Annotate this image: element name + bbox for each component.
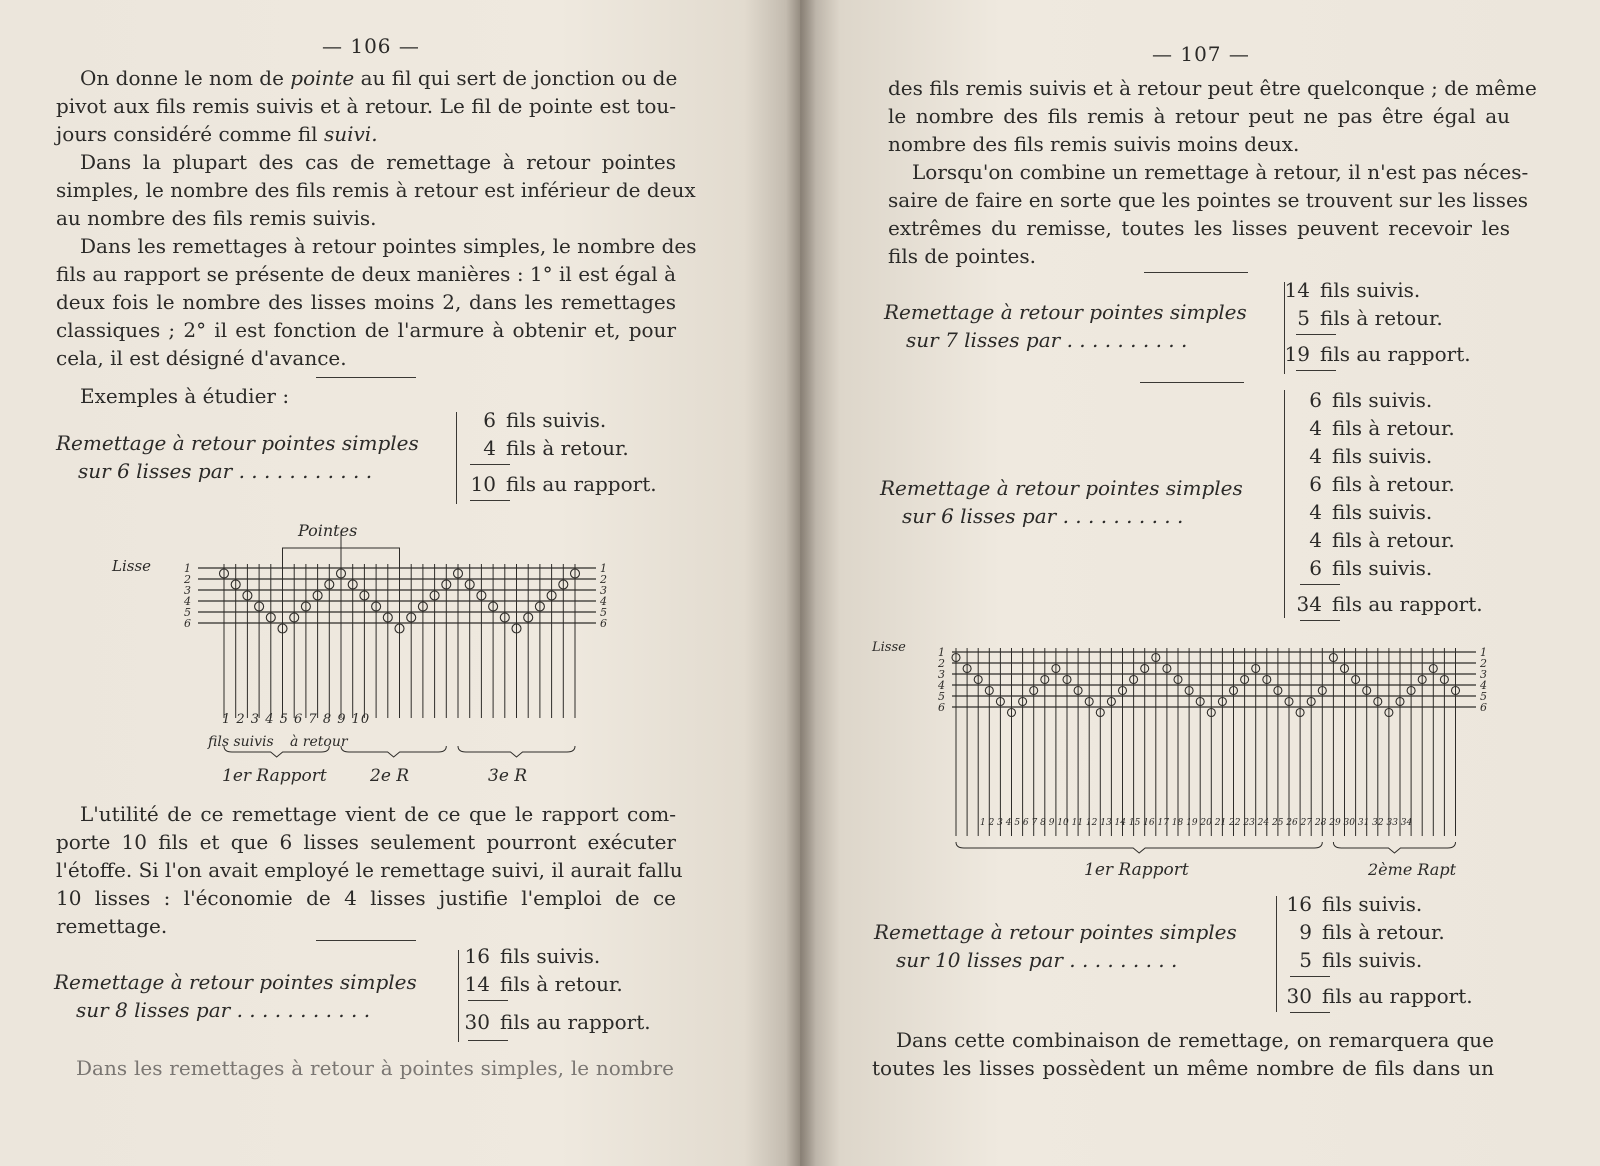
remettage-diagram-6-lisses — [96, 518, 636, 790]
example-row: 14 fils suivis. — [1284, 278, 1421, 302]
sum-rule-under — [1296, 370, 1336, 371]
heddle-number-left: 2 — [938, 657, 945, 670]
page-number: — 107 — — [1152, 42, 1250, 66]
heddle-number-left: 1 — [938, 646, 945, 659]
rapport-brace — [956, 842, 1322, 853]
thread-numbers: 1 2 3 4 5 6 7 8 9 10 11 12 13 14 15 16 17 18 19 20 21 22 23 24 25 26 27 28 29 30 31 32 33 34 — [980, 818, 1413, 828]
example-row: 6 fils suivis. — [1309, 388, 1433, 412]
section-divider — [316, 940, 416, 941]
example-row: 16 fils suivis. — [464, 944, 601, 968]
example-row: 5 fils à retour. — [1297, 306, 1443, 330]
heddle-number-left: 1 — [184, 562, 191, 575]
example-label: Remettage à retour pointes simples — [884, 300, 1247, 324]
heddle-number-right: 1 — [600, 562, 607, 575]
paragraph-bottom: Dans cette combinaison de remettage, on remarquera que toutes les lisses possèdent un même nombre de fils dans un — [872, 1028, 1494, 1080]
sum-rule — [468, 1000, 508, 1001]
section-divider — [1140, 382, 1244, 383]
section-divider — [316, 377, 416, 378]
heddle-number-left: 3 — [184, 584, 191, 597]
paragraph-combine: Lorsqu'on combine un remettage à retour, il n'est pas néces- saire de faire en sorte que les pointes se trouvent sur les lisses extrêmes du remisse, toutes les lisses peuvent recevoir les fils de pointes. — [888, 160, 1529, 268]
example-total: 19 fils au rapport. — [1284, 342, 1471, 366]
example-total: 30 fils au rapport. — [1286, 984, 1473, 1008]
paragraph-utilite: L'utilité de ce remettage vient de ce que le rapport com- porte 10 fils et que 6 lisses seulement pourront exécuter l'étoffe. Si l'on avait employé le remettage suivi, il aurait fallu 10 lisses : l'économie de 4 lisses justifie l'emploi de ce remettage. — [56, 802, 683, 938]
heddle-number-right: 3 — [600, 584, 607, 597]
lisse-label: Lisse — [872, 640, 906, 655]
thread-numbers: 1 2 3 4 5 6 7 8 9 10 — [222, 712, 371, 727]
example-total: 30 fils au rapport. — [464, 1010, 651, 1034]
sum-rule — [1300, 584, 1340, 585]
fils-suivis-label: fils suivis — [208, 734, 274, 750]
heddle-number-right: 4 — [600, 595, 607, 608]
paragraph-quelconque: des fils remis suivis et à retour peut être quelconque ; de même le nombre des fils remis à retour peut ne pas être égal au nombre des fils remis suivis moins deux. — [888, 76, 1537, 156]
heddle-number-right: 2 — [1480, 657, 1487, 670]
example-label-line2: sur 10 lisses par . . . . . . . . . — [896, 948, 1178, 972]
example-label-line2: sur 6 lisses par . . . . . . . . . . . — [78, 459, 373, 483]
heddle-number-left: 5 — [184, 606, 191, 619]
heddle-number-right: 3 — [1480, 668, 1487, 681]
example-label: Remettage à retour pointes simples — [880, 476, 1243, 500]
heddle-number-left: 6 — [938, 701, 945, 714]
heddle-number-left: 4 — [938, 679, 945, 692]
sum-rule — [1296, 334, 1336, 335]
sum-rule-under — [470, 500, 510, 501]
example-label-line2: sur 7 lisses par . . . . . . . . . . — [906, 328, 1188, 352]
example-row: 4 fils à retour. — [1309, 528, 1455, 552]
sum-rule-under — [1290, 1012, 1330, 1013]
brace — [1284, 390, 1285, 618]
heddle-number-left: 3 — [938, 668, 945, 681]
heddle-number-right: 5 — [600, 606, 607, 619]
heddle-number-left: 2 — [184, 573, 191, 586]
example-row: 4 fils à retour. — [483, 436, 629, 460]
example-row: 6 fils suivis. — [483, 408, 607, 432]
sum-rule-under — [468, 1040, 508, 1041]
page-number: — 106 — — [322, 34, 420, 58]
paragraph-plupart: Dans la plupart des cas de remettage à retour pointes simples, le nombre des fils remis à retour est inférieur de deux au nombre des fils remis suivis. — [56, 150, 696, 230]
example-label: Remettage à retour pointes simples — [56, 431, 419, 455]
example-total: 10 fils au rapport. — [470, 472, 657, 496]
paragraph-bottom: Dans les remettages à retour à pointes simples, le nombre — [76, 1056, 674, 1080]
remettage-diagram-34-fils — [864, 636, 1514, 886]
sum-rule — [1290, 976, 1330, 977]
sum-rule — [470, 464, 510, 465]
pointes-label: Pointes — [298, 521, 358, 540]
example-row: 9 fils à retour. — [1299, 920, 1445, 944]
brace — [456, 412, 457, 504]
rapport-2-label: 2e R — [370, 766, 410, 786]
heddle-number-right: 6 — [1480, 701, 1487, 714]
rapport-1-label: 1er Rapport — [222, 766, 327, 786]
rapport-1-label: 1er Rapport — [1084, 860, 1189, 880]
rapport-brace — [341, 746, 446, 757]
lisse-label: Lisse — [112, 557, 152, 575]
rapport-brace — [1333, 842, 1455, 853]
book-gutter — [786, 0, 816, 1166]
example-row: 14 fils à retour. — [464, 972, 623, 996]
heddle-number-right: 1 — [1480, 646, 1487, 659]
example-total: 34 fils au rapport. — [1296, 592, 1483, 616]
heddle-number-left: 6 — [184, 617, 191, 630]
example-row: 4 fils suivis. — [1309, 500, 1433, 524]
heddle-number-right: 4 — [1480, 679, 1487, 692]
a-retour-label: à retour — [290, 734, 348, 750]
heddle-number-right: 5 — [1480, 690, 1487, 703]
rapport-brace — [458, 746, 575, 757]
brace — [1276, 896, 1277, 1012]
examples-heading: Exemples à étudier : — [80, 384, 290, 408]
rapport-2-label: 2ème Rapt — [1368, 860, 1456, 879]
example-row: 4 fils à retour. — [1309, 416, 1455, 440]
example-label-line2: sur 8 lisses par . . . . . . . . . . . — [76, 998, 371, 1022]
example-row: 4 fils suivis. — [1309, 444, 1433, 468]
example-row: 6 fils suivis. — [1309, 556, 1433, 580]
heddle-number-right: 6 — [600, 617, 607, 630]
heddle-number-left: 4 — [184, 595, 191, 608]
example-label: Remettage à retour pointes simples — [54, 970, 417, 994]
example-label: Remettage à retour pointes simples — [874, 920, 1237, 944]
heddle-number-right: 2 — [600, 573, 607, 586]
paragraph-nombre-fils: Dans les remettages à retour pointes simples, le nombre des fils au rapport se présente de deux manières : 1° il est égal à deux fois le nombre des lisses moins 2, dans les remettages classiques ; 2° il est fonction de l'armure à obtenir et, pour cela, il est désigné d'avance. — [56, 234, 697, 370]
example-row: 6 fils à retour. — [1309, 472, 1455, 496]
heddle-number-left: 5 — [938, 690, 945, 703]
paragraph-pointe: On donne le nom de pointe au fil qui sert de jonction ou de pivot aux fils remis suivis et à retour. Le fil de pointe est tou- jours considéré comme fil suivi. — [56, 66, 678, 146]
example-row: 16 fils suivis. — [1286, 892, 1423, 916]
rapport-3-label: 3e R — [488, 766, 528, 786]
sum-rule-under — [1300, 620, 1340, 621]
section-divider — [1144, 272, 1248, 273]
example-label-line2: sur 6 lisses par . . . . . . . . . . — [902, 504, 1184, 528]
right-page — [800, 0, 1600, 1166]
example-row: 5 fils suivis. — [1299, 948, 1423, 972]
